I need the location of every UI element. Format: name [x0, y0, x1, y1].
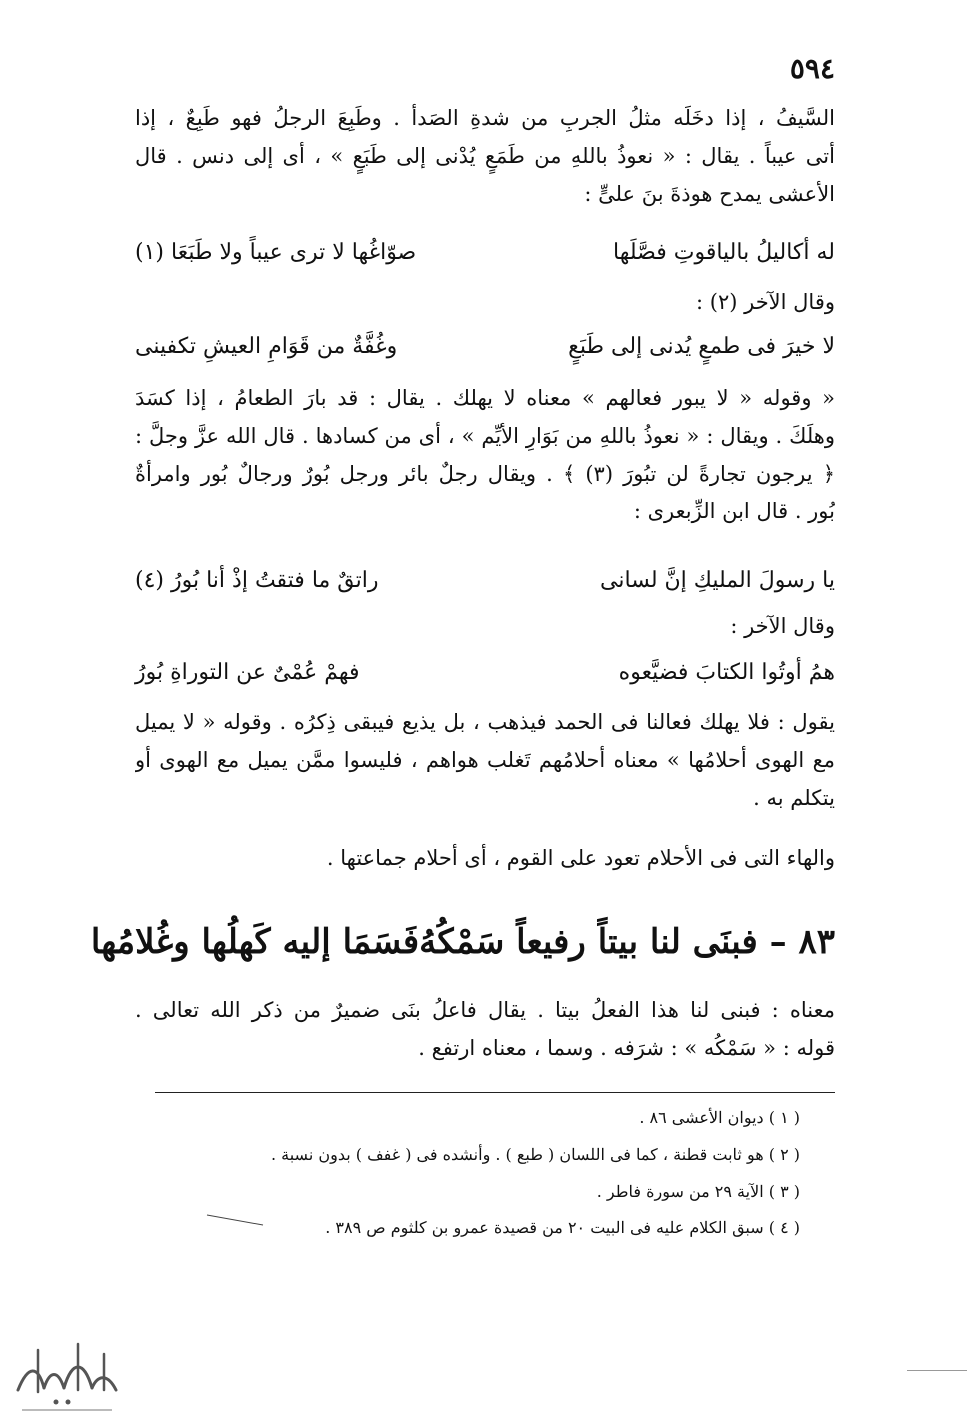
watermark-logo-icon	[8, 1330, 128, 1420]
paragraph-line: « وقوله « لا يبور فعالهم » معناه لا يهلك . يقال : قد بارَ الطعامُ ، إذا كسَدَ	[135, 386, 835, 410]
verse-4	[135, 660, 835, 685]
verse-hemistich-second: فهمْ عُمْىٌ عن التوراةِ بُورُ	[135, 660, 360, 685]
paragraph-line: الأعشى يمدح هوذةَ بنَ علىٍّ :	[584, 181, 835, 206]
paragraph-5	[135, 992, 835, 1068]
verse-hemistich-second: راتقٌ ما فتقتُ إذْ أنا بُورُ (٤)	[135, 568, 379, 593]
edge-mark	[907, 1370, 967, 1371]
paragraph-line: ﴿ يرجون تجارةً لن تبُورَ (٣) ﴾ . ويقال رجلٌ بائر ورجل بُورٌ ورجالٌ بُور وامرأةٌ	[135, 461, 835, 486]
verse-hemistich-second: فَسَمَا إليه كَهلُها وغُلامُها	[90, 922, 420, 962]
paragraph-line: يتكلم به .	[753, 785, 835, 810]
footnote-1: ( ١ ) ديوان الأعشى ٨٦ .	[639, 1108, 800, 1127]
paragraph-line: السَّيفُ ، إذا دخَلَه مثلُ الجربِ من شدةِ الصَدأ . وطَبِعَ الرجلُ فهو طَبِعٌ ، إذا	[135, 106, 835, 130]
verse-hemistich-second: صوّاغُها لا ترى عيباً ولا طَبَعَا (١)	[135, 240, 417, 265]
verse-hemistich-first: همُ أوتُوا الكتابَ فضيَّعوه	[618, 660, 835, 685]
paragraph-line: وقال الآخر :	[730, 614, 835, 638]
paragraph-4	[135, 840, 835, 878]
paragraph-line: مع الهوى أحلامُها » معناه أحلامُهم تَغلب هواهم ، فليسوا ممَّن يميل مع الهوى أو	[135, 747, 835, 772]
footnote-divider	[155, 1092, 835, 1093]
paragraph-3	[135, 704, 835, 817]
paragraph-line: وقال الآخر (٢) :	[696, 290, 835, 314]
footnotes	[180, 1100, 800, 1247]
footnote-4: ( ٤ ) سبق الكلام عليه فى البيت ٢٠ من قصيدة عمرو بن كلثوم ص ٣٨٩ .	[325, 1218, 800, 1238]
paragraph-2	[135, 380, 835, 531]
paragraph-line: معناه : فبنى لنا هذا الفعلُ بيتا . يقال فاعلُ بنَى ضميرٌ من ذكر الله تعالى .	[135, 998, 835, 1022]
verse-3	[135, 568, 835, 593]
verse-hemistich-first: له أكاليلُ بالياقوتِ فصَّلَها	[613, 240, 835, 265]
paragraph-line: قوله : « سَمْكُه » : شرَفه . وسما ، معناه ارتفع .	[418, 1035, 835, 1060]
paragraph-line: يقول : فلا يهلك فعالنا فى الحمد فيذهب ، بل يذيع فيبقى ذِكرُه . وقوله « لا يميل	[135, 710, 835, 734]
paragraph-1	[135, 100, 835, 213]
verse-hemistich-second: وغُفَّةٌ من قَوَامِ العيشِ تكفينى	[135, 334, 398, 359]
verse-hemistich-first: ٨٣ – فبنَى لنا بيتاً رفيعاً سَمْكُهُ	[419, 922, 835, 962]
paragraph-line: وهلَكَ . ويقال : « نعوذُ باللهِ من بَوَارِ الأيِّم » ، أى من كسادها . قال الله عزَّ وجلَّ :	[135, 423, 835, 448]
page-number: ٥٩٤	[789, 52, 835, 85]
verse-hemistich-first: يا رسولَ المليكِ إنَّ لسانى	[600, 568, 835, 593]
verse-intro-2	[135, 284, 835, 322]
footnote-2: ( ٢ ) هو ثابت قطنة ، كما فى اللسان ( طبع ) . وأنشده فى ( غفف ) بدون نسبة .	[270, 1144, 800, 1164]
verse-intro-4	[135, 608, 835, 646]
verse-2	[135, 334, 835, 359]
numbered-verse-83	[90, 922, 835, 962]
paragraph-line: أتى عيباً . يقال : « نعوذُ باللهِ من طَمَعٍ يُدْنى إلى طَبَعٍ » ، أى إلى دنس . قال	[135, 143, 835, 168]
paragraph-line: بُور . قال ابن الزِّبعرى :	[633, 499, 835, 524]
verse-hemistich-first: لا خيرَ فى طمعٍ يُدنى إلى طَبَعٍ	[568, 334, 835, 359]
paragraph-line: والهاء التى فى الأحلام تعود على القوم ، أى أحلام جماعتها .	[326, 846, 835, 870]
scan-stroke	[205, 1213, 265, 1227]
verse-1	[135, 240, 835, 265]
footnote-3: ( ٣ ) الآية ٢٩ من سورة فاطر .	[596, 1181, 800, 1201]
